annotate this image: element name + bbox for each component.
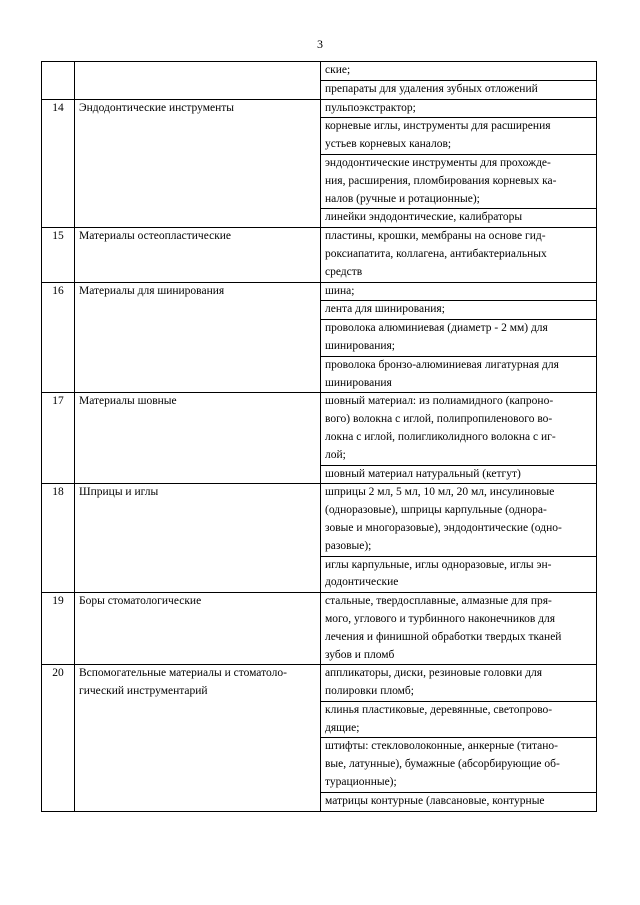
category-name: [75, 62, 321, 100]
text-line: шовный материал: из полиамидного (капроно-: [325, 395, 554, 408]
table-row: [42, 228, 597, 282]
text-line: лой;: [325, 448, 346, 461]
item-description: [321, 356, 597, 393]
text-line: Эндодонтические инструменты: [79, 101, 235, 114]
text-line: лента для шинирования;: [325, 303, 445, 316]
text-line: Материалы остеопластические: [79, 230, 232, 243]
text-line: эндодонтические инструменты для прохожде-: [325, 156, 551, 169]
text-line: шина;: [325, 284, 355, 297]
text-line: средств: [325, 265, 363, 278]
item-description: [321, 792, 597, 811]
item-description: [321, 282, 597, 301]
row-number: 19: [42, 593, 75, 665]
text-line: локна с иглой, полигликолидного волокна с иг-: [325, 430, 556, 443]
text-line: шприцы 2 мл, 5 мл, 10 мл, 20 мл, инсулиновые: [325, 486, 555, 499]
item-description: [321, 154, 597, 208]
text-line: шинирования: [325, 376, 392, 389]
item-description: [321, 62, 597, 81]
text-line: проволока бронзо-алюминиевая лигатурная для: [325, 358, 559, 371]
text-line: шовный материал натуральный (кетгут): [325, 467, 521, 480]
item-description: [321, 393, 597, 465]
text-line: Материалы для шинирования: [79, 284, 225, 297]
item-description: [321, 228, 597, 282]
item-description: [321, 701, 597, 738]
text-line: турационные);: [325, 776, 397, 789]
equipment-table: [41, 61, 597, 812]
text-line: дящие;: [325, 721, 360, 734]
text-line: роксиапатита, коллагена, антибактериальных: [325, 247, 547, 260]
item-description: [321, 80, 597, 99]
category-name: [75, 484, 321, 593]
text-line: шинирования;: [325, 339, 395, 352]
text-line: гический инструментарий: [79, 685, 208, 698]
text-line: матрицы контурные (лавсановые, контурные: [325, 794, 545, 807]
text-line: зубов и пломб: [325, 648, 395, 661]
table-row: [42, 62, 597, 81]
text-line: клинья пластиковые, деревянные, светопрово-: [325, 703, 553, 716]
item-description: [321, 484, 597, 556]
table-row: [42, 99, 597, 118]
text-line: Боры стоматологические: [79, 595, 202, 608]
category-name: [75, 393, 321, 484]
item-description: [321, 665, 597, 702]
text-line: проволока алюминиевая (диаметр - 2 мм) для: [325, 322, 548, 335]
row-number: 15: [42, 228, 75, 282]
text-line: вые, латунные), бумажные (абсорбирующие об-: [325, 758, 560, 771]
text-line: полировки пломб;: [325, 685, 414, 698]
text-line: мого, углового и турбинного наконечников для: [325, 612, 556, 625]
item-description: [321, 556, 597, 593]
text-line: ния, расширения, пломбирования корневых ка-: [325, 174, 557, 187]
page-number: 3: [317, 37, 323, 51]
category-name: [75, 665, 321, 811]
text-line: Вспомогательные материалы и стоматоло-: [79, 667, 287, 680]
text-line: стальные, твердосплавные, алмазные для пря-: [325, 595, 552, 608]
text-line: зовые и многоразовые), эндодонтические (одно-: [325, 521, 562, 534]
table-row: [42, 484, 597, 556]
text-line: штифты: стекловолоконные, анкерные (титано-: [325, 740, 558, 753]
text-line: (одноразовые), шприцы карпульные (однора-: [325, 504, 547, 517]
row-number: 18: [42, 484, 75, 593]
text-line: пульпоэкстрактор;: [325, 101, 416, 114]
text-line: препараты для удаления зубных отложений: [325, 82, 538, 95]
row-number: 14: [42, 99, 75, 228]
text-line: пластины, крошки, мембраны на основе гид-: [325, 230, 546, 243]
text-line: разовые);: [325, 539, 372, 552]
text-line: додонтические: [325, 576, 399, 589]
text-line: иглы карпульные, иглы одноразовые, иглы эн-: [325, 558, 552, 571]
text-line: налов (ручные и ротационные);: [325, 192, 480, 205]
category-name: [75, 593, 321, 665]
text-line: устьев корневых каналов;: [325, 138, 452, 151]
text-line: Материалы шовные: [79, 395, 177, 408]
text-line: вого) волокна с иглой, полипропиленового во-: [325, 413, 553, 426]
text-line: аппликаторы, диски, резиновые головки для: [325, 667, 543, 680]
category-name: [75, 282, 321, 393]
table-row: [42, 393, 597, 465]
item-description: [321, 118, 597, 155]
row-number: 20: [42, 665, 75, 811]
item-description: [321, 738, 597, 792]
text-line: лечения и финишной обработки твердых тканей: [325, 630, 562, 643]
table-row: [42, 593, 597, 665]
table-row: [42, 282, 597, 301]
text-line: Шприцы и иглы: [79, 486, 159, 499]
item-description: [321, 99, 597, 118]
item-description: [321, 209, 597, 228]
row-number: 16: [42, 282, 75, 393]
item-description: [321, 301, 597, 320]
category-name: [75, 99, 321, 228]
item-description: [321, 465, 597, 484]
row-number: 17: [42, 393, 75, 484]
text-line: ские;: [325, 64, 351, 76]
category-name: [75, 228, 321, 282]
table-row: [42, 665, 597, 702]
text-line: корневые иглы, инструменты для расширения: [325, 120, 551, 133]
text-line: линейки эндодонтические, калибраторы: [325, 211, 523, 224]
item-description: [321, 593, 597, 665]
item-description: [321, 320, 597, 357]
row-number: [42, 62, 75, 100]
